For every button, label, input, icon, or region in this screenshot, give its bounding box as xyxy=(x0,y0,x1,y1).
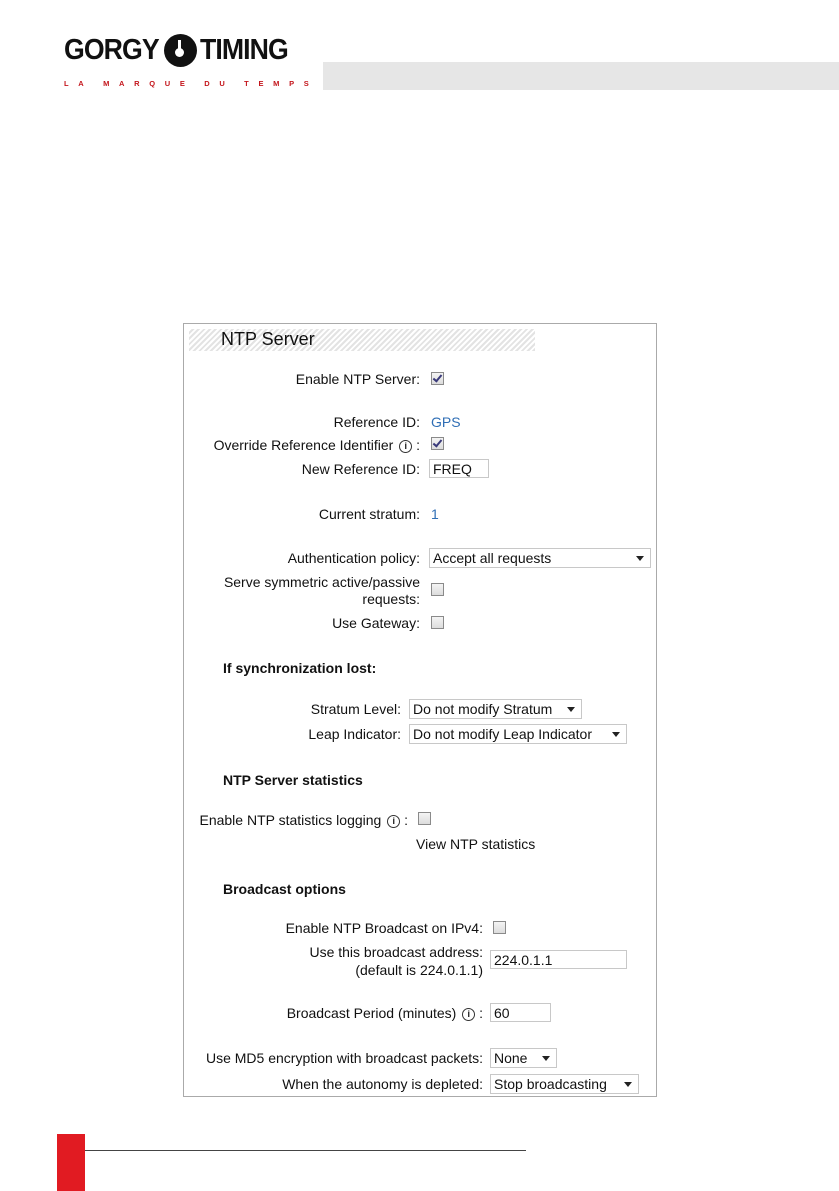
stratum-level-label: Stratum Level: xyxy=(310,701,401,717)
chevron-down-icon xyxy=(612,732,620,737)
reference-id-label: Reference ID: xyxy=(333,414,420,430)
stratum-level-select[interactable]: Do not modify Stratum xyxy=(409,699,582,719)
panel-title: NTP Server xyxy=(221,329,315,349)
broadcast-address-label: Use this broadcast address: (default is 224.0.1.1) xyxy=(309,944,483,978)
statistics-logging-label: Enable NTP statistics logging i : xyxy=(199,812,408,828)
broadcast-address-input[interactable]: 224.0.1.1 xyxy=(490,950,627,969)
leap-indicator-label: Leap Indicator: xyxy=(308,726,401,742)
authentication-policy-select[interactable]: Accept all requests xyxy=(429,548,651,568)
info-icon[interactable]: i xyxy=(462,1008,475,1021)
chevron-down-icon xyxy=(542,1056,550,1061)
serve-symmetric-checkbox[interactable] xyxy=(431,583,444,596)
current-stratum-label: Current stratum: xyxy=(318,506,420,522)
brand-name-left: GORGY xyxy=(64,34,159,66)
header-bar xyxy=(323,62,839,90)
brand-tagline: L A M A R Q U E D U T E M P S xyxy=(64,79,309,88)
broadcast-period-input[interactable]: 60 xyxy=(490,1003,551,1022)
reference-id-value: GPS xyxy=(431,414,461,430)
ntp-server-panel xyxy=(183,323,657,1097)
chevron-down-icon xyxy=(624,1082,632,1087)
serve-symmetric-label: Serve symmetric active/passive requests: xyxy=(223,574,420,607)
md5-encryption-label: Use MD5 encryption with broadcast packets: xyxy=(205,1050,483,1066)
current-stratum-value: 1 xyxy=(431,506,439,522)
use-gateway-label: Use Gateway: xyxy=(332,615,420,631)
broadcast-ipv4-checkbox[interactable] xyxy=(493,921,506,934)
autonomy-depleted-select[interactable]: Stop broadcasting xyxy=(490,1074,639,1094)
info-icon[interactable]: i xyxy=(387,815,400,828)
clock-icon xyxy=(164,34,197,67)
broadcast-period-label: Broadcast Period (minutes) i : xyxy=(286,1005,483,1021)
broadcast-ipv4-label: Enable NTP Broadcast on IPv4: xyxy=(285,920,483,936)
md5-encryption-select[interactable]: None xyxy=(490,1048,557,1068)
chevron-down-icon xyxy=(636,556,644,561)
footer-rule xyxy=(85,1150,526,1151)
enable-ntp-checkbox[interactable] xyxy=(431,372,444,385)
new-reference-id-label: New Reference ID: xyxy=(301,461,420,477)
autonomy-depleted-label: When the autonomy is depleted: xyxy=(282,1076,483,1092)
broadcast-heading: Broadcast options xyxy=(223,881,346,897)
override-reference-label: Override Reference Identifier i : xyxy=(213,437,420,453)
info-icon[interactable]: i xyxy=(399,440,412,453)
statistics-heading: NTP Server statistics xyxy=(223,772,363,788)
enable-ntp-label: Enable NTP Server: xyxy=(295,371,420,387)
new-reference-id-input[interactable]: FREQ xyxy=(429,459,489,478)
leap-indicator-select[interactable]: Do not modify Leap Indicator xyxy=(409,724,627,744)
footer-red-block xyxy=(57,1134,85,1191)
brand-name-right: TIMING xyxy=(200,34,288,66)
statistics-logging-checkbox[interactable] xyxy=(418,812,431,825)
sync-lost-heading: If synchronization lost: xyxy=(223,660,377,676)
view-statistics-link[interactable]: View NTP statistics xyxy=(416,836,536,852)
use-gateway-checkbox[interactable] xyxy=(431,616,444,629)
authentication-policy-label: Authentication policy: xyxy=(287,550,420,566)
chevron-down-icon xyxy=(567,707,575,712)
override-reference-checkbox[interactable] xyxy=(431,437,444,450)
